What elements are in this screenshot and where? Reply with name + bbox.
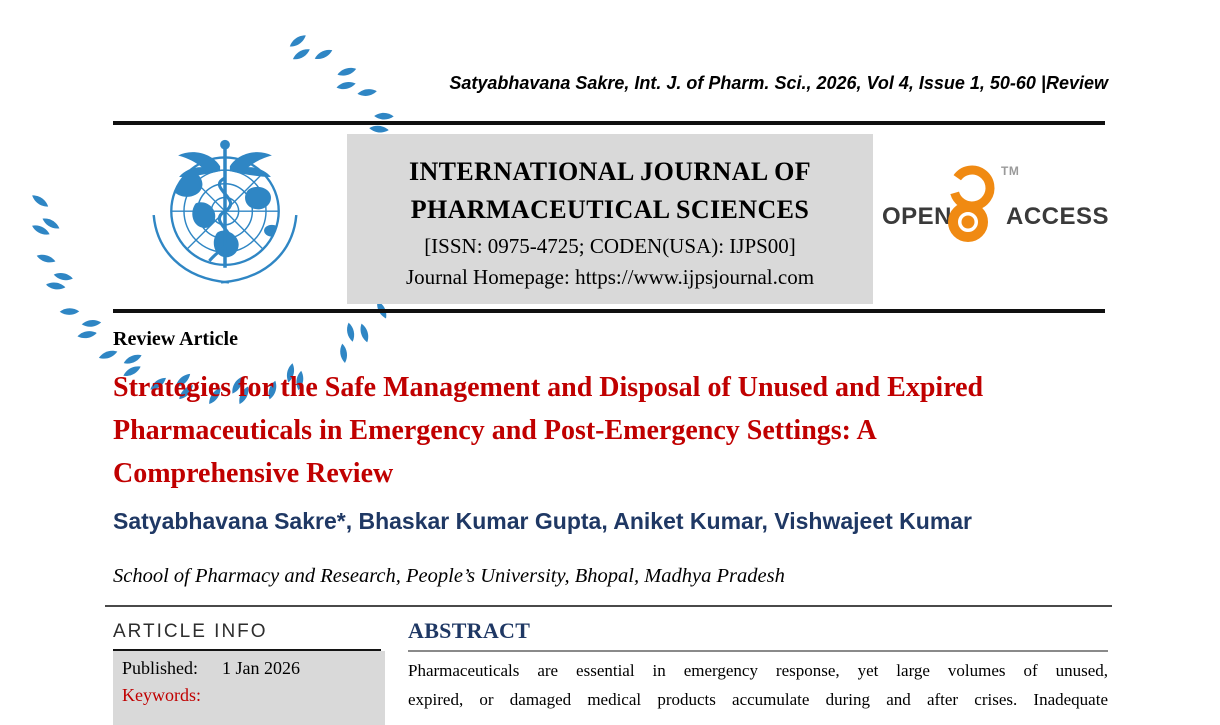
- abstract-body: [408, 657, 1108, 714]
- published-value: 1 Jan 2026: [222, 658, 300, 678]
- journal-title-line2: PHARMACEUTICAL SCIENCES: [410, 195, 810, 224]
- abstract-line1: Pharmaceuticals are essential in emergency response, yet large volumes of unused,: [408, 661, 1108, 680]
- open-access-word-access: ACCESS: [1006, 203, 1110, 230]
- top-horizontal-rule: [113, 121, 1105, 125]
- abstract-panel: [408, 618, 1108, 714]
- abstract-underline: [408, 650, 1108, 652]
- article-title-line3: Comprehensive Review: [113, 458, 394, 489]
- journal-emblem-icon: [126, 133, 324, 301]
- section-divider-rule: [105, 605, 1112, 607]
- article-title: [113, 366, 1118, 495]
- issn-line: [ISSN: 0975-4725; CODEN(USA): IJPS00]: [424, 234, 796, 258]
- abstract-line2: expired, or damaged medical products accumulate during and after crises. Inadequate: [408, 689, 1108, 709]
- open-access-lock-icon: [942, 165, 998, 245]
- published-label: Published:: [122, 658, 199, 678]
- affiliation-line: School of Pharmacy and Research, People’s University, Bhopal, Madhya Pradesh: [113, 565, 785, 587]
- masthead-box: [347, 134, 873, 304]
- mid-horizontal-rule: [113, 309, 1105, 313]
- authors-line: Satyabhavana Sakre*, Bhaskar Kumar Gupta, Aniket Kumar, Vishwajeet Kumar: [113, 508, 973, 534]
- journal-homepage-link[interactable]: Journal Homepage: https://www.ijpsjournal.com: [405, 265, 815, 289]
- running-head-citation: Satyabhavana Sakre, Int. J. of Pharm. Sci., 2026, Vol 4, Issue 1, 50-60 |Review: [449, 73, 1108, 93]
- article-info-panel: [113, 621, 385, 725]
- keywords-label: Keywords:: [122, 685, 201, 705]
- article-info-heading: ARTICLE INFO: [113, 621, 268, 642]
- article-title-line1: Strategies for the Safe Management and Disposal of Unused and Expired: [113, 372, 984, 403]
- article-info-box: [113, 651, 385, 725]
- open-access-logo: [880, 160, 1115, 255]
- article-type-label: Review Article: [113, 328, 238, 350]
- journal-title-line1: INTERNATIONAL JOURNAL OF: [408, 157, 812, 186]
- article-title-line2: Pharmaceuticals in Emergency and Post-Emergency Settings: A: [113, 415, 877, 446]
- open-access-word-open: OPEN: [882, 203, 953, 230]
- abstract-heading: ABSTRACT: [408, 618, 531, 643]
- trademark-label: TM: [1001, 164, 1020, 178]
- published-row: [122, 656, 376, 681]
